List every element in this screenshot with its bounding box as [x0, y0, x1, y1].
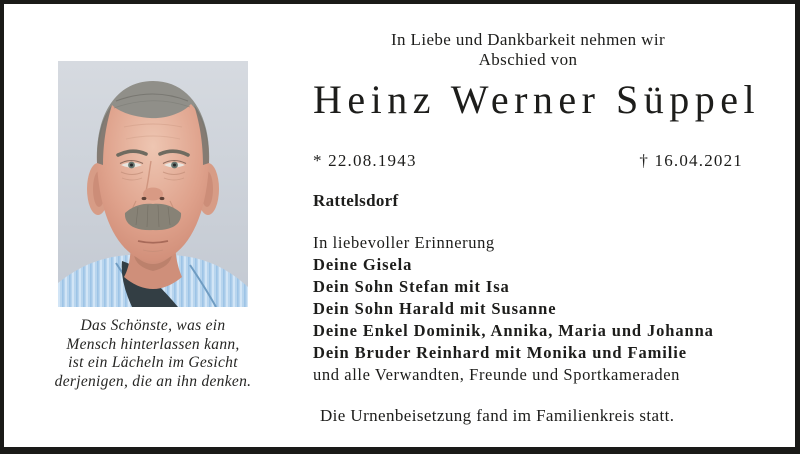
mourner-wife: Deine Gisela [313, 255, 413, 274]
closing-line: Die Urnenbeisetzung fand im Familienkreis statt. [320, 406, 675, 425]
deceased-name: Heinz Werner Süppel [313, 77, 761, 122]
remembrance-intro: In liebevoller Erinnerung [313, 233, 495, 252]
quote-line-1: Das Schönste, was ein [80, 317, 226, 334]
mourner-son-harald: Dein Sohn Harald mit Susanne [313, 299, 557, 318]
death-date: † 16.04.2021 [639, 151, 743, 170]
opening-line-2: Abschied von [478, 50, 578, 69]
mourner-son-stefan: Dein Sohn Stefan mit Isa [313, 277, 510, 296]
place-name: Rattelsdorf [313, 191, 399, 210]
birth-date: * 22.08.1943 [313, 151, 417, 170]
portrait-illustration [58, 61, 248, 307]
mourners-list [313, 232, 757, 386]
life-dates [313, 151, 757, 171]
obituary-card [4, 4, 795, 447]
memorial-quote [14, 317, 292, 391]
opening-lines [313, 30, 743, 70]
quote-line-2: Mensch hinterlassen kann, [66, 335, 240, 353]
opening-line-1: In Liebe und Dankbarkeit nehmen wir [390, 30, 666, 49]
mourner-brother: Dein Bruder Reinhard mit Monika und Familie [313, 343, 687, 362]
mourners-additional: und alle Verwandten, Freunde und Sportkameraden [313, 365, 680, 384]
quote-line-3: ist ein Lächeln im Gesicht [68, 354, 238, 372]
mourner-grandchildren: Deine Enkel Dominik, Annika, Maria und Johanna [313, 321, 714, 340]
portrait-photo [58, 61, 248, 307]
quote-line-4: derjenigen, die an ihn denken. [54, 372, 252, 390]
